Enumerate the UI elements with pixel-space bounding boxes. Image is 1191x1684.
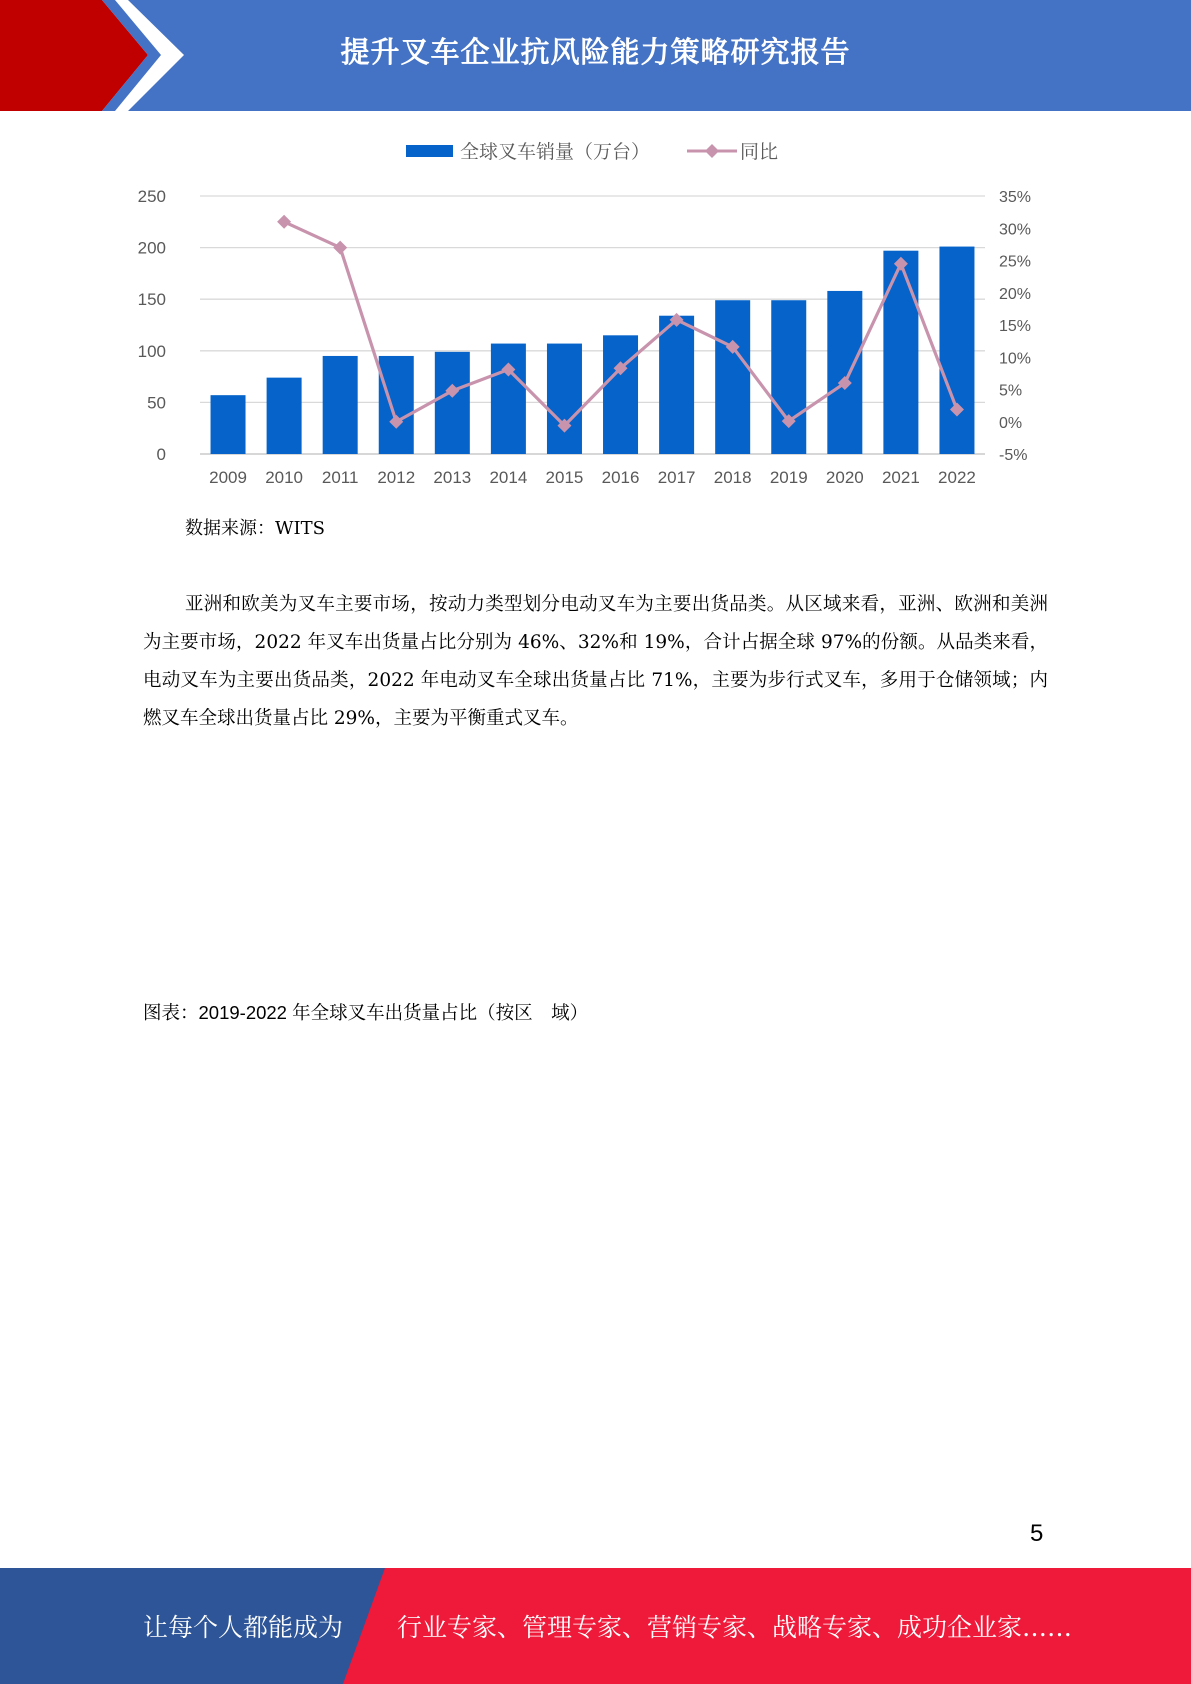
x-tick-label: 2012 bbox=[377, 468, 416, 487]
bar bbox=[211, 395, 246, 454]
x-tick-label: 2017 bbox=[657, 468, 696, 487]
x-tick-label: 2010 bbox=[265, 468, 304, 487]
y-right-tick-label: 10% bbox=[999, 350, 1032, 368]
x-tick-label: 2020 bbox=[825, 468, 864, 487]
bar bbox=[491, 344, 526, 454]
y-left-tick-label: 0 bbox=[156, 445, 166, 464]
y-right-tick-label: 5% bbox=[999, 382, 1023, 400]
y-right-tick-label: 20% bbox=[999, 285, 1032, 303]
sales-chart bbox=[120, 130, 1070, 500]
bar bbox=[659, 316, 694, 454]
yoy-point bbox=[333, 241, 347, 255]
bar bbox=[883, 251, 918, 454]
x-tick-label: 2013 bbox=[433, 468, 472, 487]
x-tick-label: 2018 bbox=[713, 468, 752, 487]
figure-caption: 图表：2019-2022 年全球叉车出货量占比（按区 域） bbox=[143, 1002, 589, 1023]
y-right-tick-label: 30% bbox=[999, 221, 1032, 239]
x-tick-label: 2022 bbox=[938, 468, 976, 487]
bar bbox=[323, 356, 358, 454]
y-right-tick-label: 15% bbox=[999, 318, 1032, 335]
bar bbox=[379, 356, 414, 454]
footer-slogan-right: 行业专家、管理专家、营销专家、战略专家、成功企业家…… bbox=[397, 1613, 1073, 1642]
legend-bar-label: 全球叉车销量（万台） bbox=[460, 142, 651, 163]
y-left-tick-label: 50 bbox=[147, 393, 166, 413]
y-left-tick-label: 150 bbox=[137, 290, 166, 310]
bar bbox=[827, 291, 862, 454]
y-left-tick-label: 100 bbox=[137, 341, 166, 361]
grid-lines bbox=[200, 196, 985, 454]
bar bbox=[435, 352, 470, 454]
bar bbox=[715, 300, 750, 454]
y-right-tick-label: 0% bbox=[999, 414, 1023, 432]
legend-line-label: 同比 bbox=[740, 142, 779, 163]
y-left-tick-label: 200 bbox=[137, 238, 166, 258]
x-tick-label: 2014 bbox=[489, 468, 528, 487]
bar bbox=[547, 344, 582, 454]
y-right-tick-label: -5% bbox=[999, 447, 1028, 464]
legend-line-marker bbox=[705, 144, 719, 158]
x-tick-label: 2009 bbox=[209, 468, 247, 487]
data-source-note: 数据来源：WITS bbox=[185, 518, 325, 539]
y-right-tick-label: 25% bbox=[999, 253, 1032, 271]
yoy-point bbox=[277, 215, 291, 229]
header-banner bbox=[0, 0, 1191, 111]
bar bbox=[603, 335, 638, 454]
body-paragraph: 亚洲和欧美为叉车主要市场，按动力类型划分电动叉车为主要出货品类。从区域来看，亚洲、欧洲和美洲为主要市场，2022 年叉车出货量占比分别为 46%、32%和 19%，合计占据全球 97%的份额。从品类来看，电动叉车为主要出货品类，2022 年电动叉车全球出货量占比 71%，主要为步行式叉车，多用于仓储领域；内燃叉车全球出货量占比 29%，主要为平衡重式叉车。 bbox=[143, 594, 1048, 729]
x-tick-label: 2021 bbox=[881, 468, 920, 487]
footer-slogan-left: 让每个人都能成为 bbox=[143, 1613, 344, 1642]
x-tick-label: 2016 bbox=[601, 468, 640, 487]
bar bbox=[939, 247, 974, 454]
y-right-tick-label: 35% bbox=[999, 189, 1032, 206]
chart-legend bbox=[406, 141, 778, 163]
x-tick-label: 2011 bbox=[321, 468, 359, 487]
x-tick-label: 2015 bbox=[545, 468, 584, 487]
bar bbox=[267, 378, 302, 454]
bar bbox=[771, 300, 806, 454]
page-number: 5 bbox=[1030, 1520, 1044, 1547]
report-title: 提升叉车企业抗风险能力策略研究报告 bbox=[340, 34, 851, 69]
footer-banner bbox=[0, 1568, 1191, 1684]
y-left-tick-label: 250 bbox=[137, 187, 166, 206]
x-tick-label: 2019 bbox=[769, 468, 808, 487]
legend-bar-swatch bbox=[406, 145, 453, 157]
